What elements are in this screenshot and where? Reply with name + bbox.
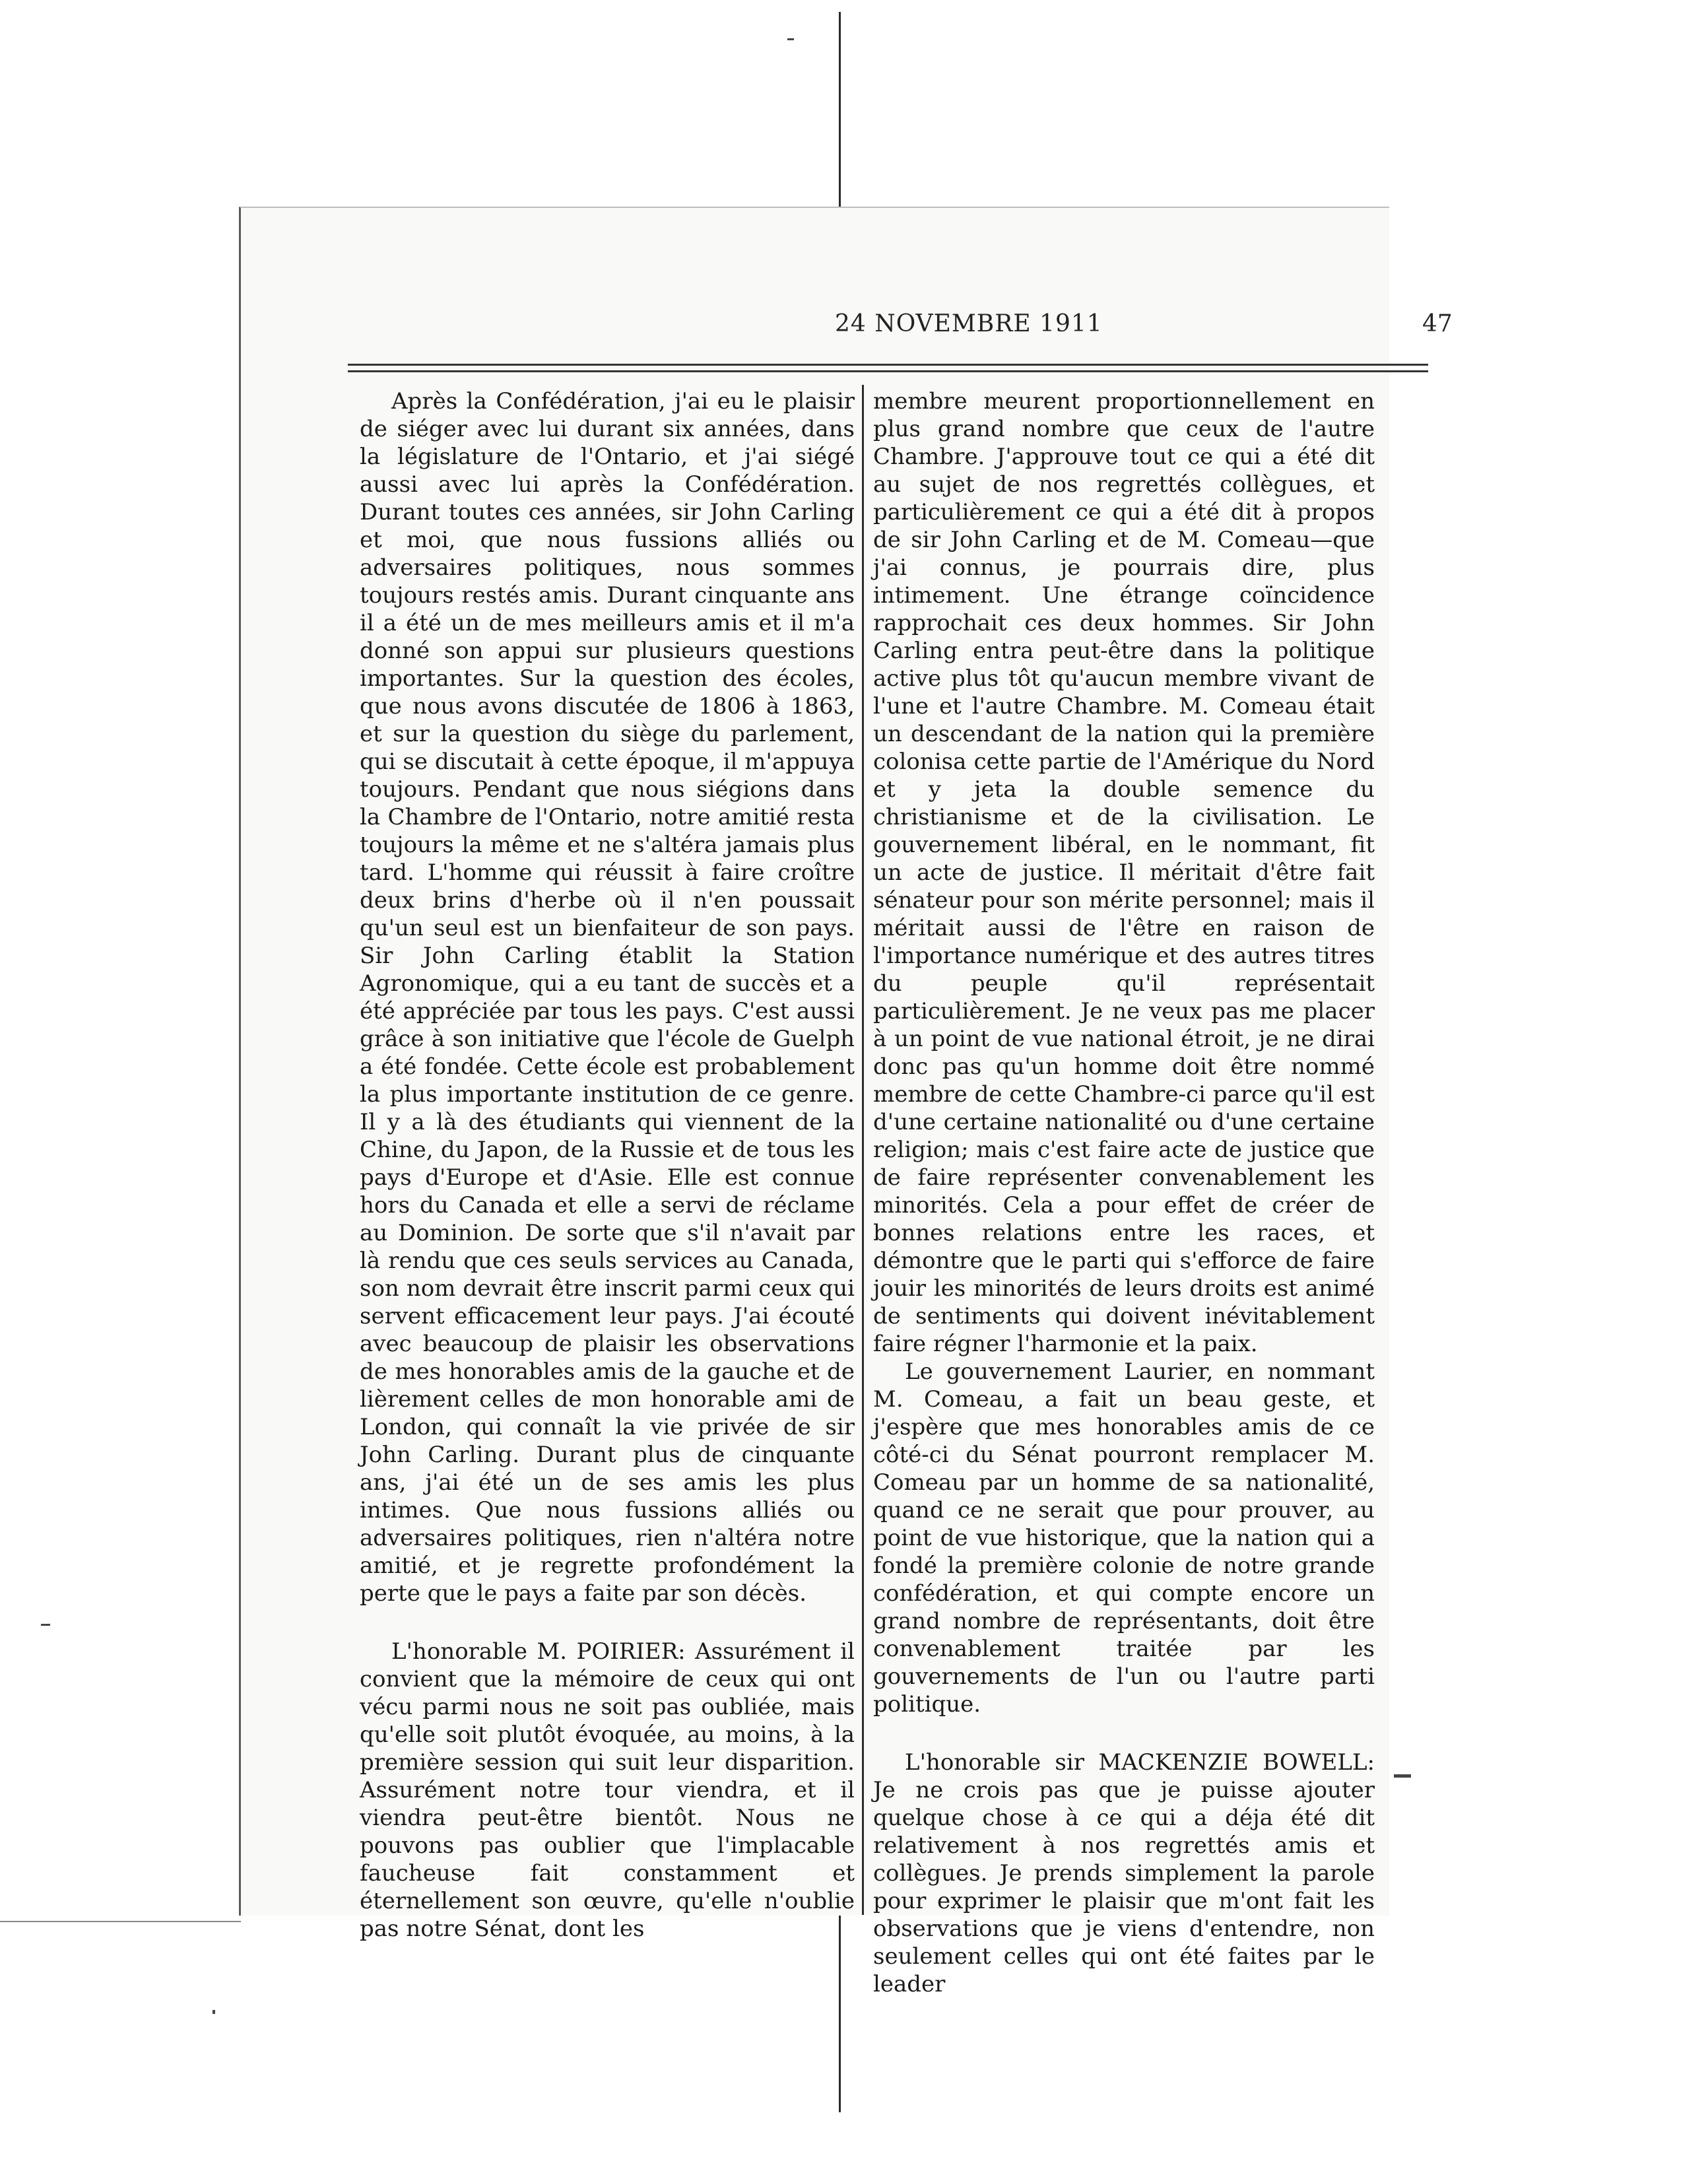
paragraph: membre meurent proportionnellement en plus grand nombre que ceux de l'autre Chambre. J'approuve tout ce qui a été dit au sujet de nos regrettés collègues, et particulièrement ce qui a été dit à propos de sir John Carling et de M. Comeau—que j'ai connus, je pourrais dire, plus intimement. Une étrange coïncidence rapprochait ces deux hommes. Sir John Carling entra peut-être dans la politique active plus tôt qu'aucun membre vivant de l'une et l'autre Chambre. M. Comeau était un descendant de la nation qui la première colonisa cette partie de l'Amérique du Nord et y jeta la double semence du christianisme et de la civilisation. Le gouvernement libéral, en le nommant, fit un acte de justice. Il méritait d'être fait sénateur pour son mérite personnel; mais il méritait aussi de l'être en raison de l'importance numérique et des autres titres du peuple qu'il représentait particulièrement. Je ne veux pas me placer à un point de vue national étroit, je ne dirai donc pas qu'un homme doit être nommé membre de cette Chambre-ci parce qu'il est d'une certaine nationalité ou d'une certaine religion; mais c'est faire acte de justice que de faire représenter convenablement les minorités. Cela a pour effet de créer de bonnes relations entre les races, et démontre que le parti qui s'efforce de faire jouir les minorités de leurs droits est animé de sentiments qui doivent inévitablement faire régner l'harmonie et la paix. xyxy=(873,388,1375,1357)
header-rule-top xyxy=(348,364,1428,366)
column-divider xyxy=(862,385,864,1915)
header-rule-bottom xyxy=(348,370,1428,372)
paragraph: Après la Confédération, j'ai eu le plaisir de siéger avec lui durant six années, dans la législature de l'Ontario, et j'ai siégé aussi avec lui après la Confédération. Durant toutes ces années, sir John Carling et moi, que nous fussions alliés ou adversaires politiques, nous sommes toujours restés amis. Durant cinquante ans il a été un de mes meilleurs amis et il m'a donné son appui sur plusieurs questions importantes. Sur la question des écoles, que nous avons discutée de 1806 à 1863, et sur la question du siège du parlement, qui se discutait à cette époque, il m'appuya toujours. Pendant que nous siégions dans la Chambre de l'Ontario, notre amitié resta toujours la même et ne s'altéra jamais plus tard. L'homme qui réussit à faire croître deux brins d'herbe où il n'en poussait qu'un seul est un bienfaiteur de son pays. Sir John Carling établit la Station Agronomique, qui a eu tant de succès et a été appréciée par tous les pays. C'est aussi grâce à son initiative que l'école de Guelph a été fondée. Cette école est probablement la plus importante institution de ce genre. Il y a là des étudiants qui viennent de la Chine, du Japon, de la Russie et de tous les pays d'Europe et d'Asie. Elle est connue hors du Canada et elle a servi de réclame au Dominion. De sorte que s'il n'avait par là rendu que ces seuls services au Canada, son nom devrait être inscrit parmi ceux qui servent efficacement leur pays. J'ai écouté avec beaucoup de plaisir les observations de mes honorables amis de la gauche et de lièrement celles de mon honorable ami de London, qui connaît la vie privée de sir John Carling. Durant plus de cinquante ans, j'ai été un de ses amis les plus intimes. Que nous fussions alliés ou adversaires politiques, rien n'altéra notre amitié, et je regrette profondément la perte que le pays a faite par son décès. xyxy=(360,388,855,1607)
scan-edge-line-left xyxy=(0,1921,241,1922)
paragraph: L'honorable M. POIRIER: Assurément il convient que la mémoire de ceux qui ont vécu parmi nous ne soit pas oubliée, mais qu'elle soit plutôt évoquée, au moins, à la première session qui suit leur disparition. Assurément notre tour viendra, et il viendra peut-être bientôt. Nous ne pouvons pas oublier que l'implacable faucheuse fait constamment et éternellement son œuvre, qu'elle n'oublie pas notre Sénat, dont les xyxy=(360,1638,855,1942)
page-header xyxy=(346,310,1453,350)
right-column xyxy=(873,387,1375,1998)
paragraph: Le gouvernement Laurier, en nommant M. Comeau, a fait un beau geste, et j'espère que mes honorables amis de ce côté-ci du Sénat pourront remplacer M. Comeau par un homme de sa nationalité, quand ce ne serait que pour prouver, au point de vue historique, que la nation qui a fondé la première colonie de notre grande confédération, et qui compte encore un grand nombre de représentants, doit être convenablement traitée par les gouvernements de l'un ou l'autre parti politique. xyxy=(873,1358,1375,1718)
scan-dash-mark-left xyxy=(41,1624,50,1626)
header-date: 24 NOVEMBRE 1911 xyxy=(835,310,1103,337)
newspaper-clipping xyxy=(239,207,1453,1997)
paragraph: L'honorable sir MACKENZIE BOWELL: Je ne crois pas que je puisse ajouter quelque chose à ce qui a déja été dit relativement à nos regrettés amis et collègues. Je prends simplement la parole pour exprimer le plaisir que m'ont fait les observations que je viens d'entendre, non seulement celles qui ont été faites par le leader xyxy=(873,1749,1375,1997)
scan-fold-line-top xyxy=(839,12,841,210)
left-column xyxy=(360,387,855,1943)
scan-dot-mark xyxy=(787,38,794,40)
scan-dash-mark-right xyxy=(1394,1774,1411,1778)
page-number: 47 xyxy=(1422,310,1453,337)
scan-fold-line-bottom xyxy=(839,1914,841,2112)
scan-dot-mark xyxy=(213,2010,215,2014)
